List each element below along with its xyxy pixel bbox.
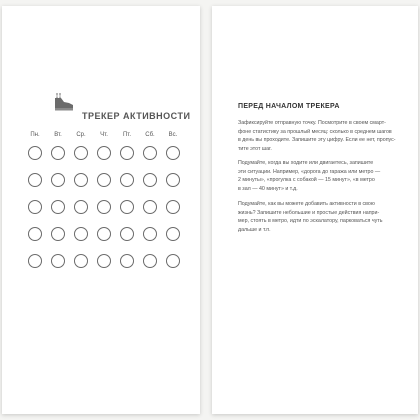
text-line: эти ситуации. Например, «дорога до гаража или метро — (238, 168, 381, 175)
tracker-circle[interactable] (74, 146, 88, 160)
paragraph-3 (238, 200, 406, 234)
tracker-circle[interactable] (28, 254, 42, 268)
tracker-header (42, 88, 192, 128)
text-line: в день вы проходите. Запишите эту цифру. Если ее нет, пропус- (238, 137, 396, 144)
day-label: Сб. (145, 132, 155, 138)
tracker-circle[interactable] (120, 146, 134, 160)
day-label: Пн. (30, 132, 40, 138)
tracker-circle[interactable] (51, 227, 65, 241)
tracker-circle[interactable] (51, 146, 65, 160)
right-page (212, 6, 418, 414)
tracker-circle[interactable] (166, 146, 180, 160)
tracker-circle[interactable] (166, 227, 180, 241)
tracker-circle[interactable] (51, 200, 65, 214)
left-page (2, 6, 200, 414)
text-line: Подумайте, когда вы ходите или двигаетесь, запишите (238, 160, 374, 166)
tracker-circle[interactable] (143, 173, 157, 187)
day-label: Чт. (100, 132, 108, 138)
text-line: дальше и т.п. (238, 226, 271, 233)
tracker-circle[interactable] (74, 227, 88, 241)
tracker-circle[interactable] (97, 173, 111, 187)
tracker-circle[interactable] (143, 254, 157, 268)
tracker-circle[interactable] (74, 254, 88, 268)
paragraph-2 (238, 159, 406, 193)
tracker-circle[interactable] (28, 227, 42, 241)
text-line: в зал — 40 минут» и т.д. (238, 185, 298, 192)
section-heading: ПЕРЕД НАЧАЛОМ ТРЕКЕРА (238, 103, 340, 110)
tracker-circle[interactable] (143, 146, 157, 160)
tracker-circle[interactable] (97, 146, 111, 160)
text-line: фоне статистику за прошлый месяц: сколько в среднем шагов (238, 128, 392, 135)
tracker-circle[interactable] (166, 173, 180, 187)
tracker-circle[interactable] (97, 200, 111, 214)
day-label: Вс. (168, 132, 178, 138)
day-label: Вт. (54, 132, 62, 138)
tracker-circle[interactable] (143, 200, 157, 214)
text-line: 2 минуты», «прогулка с собакой — 15 минут», «в метро (238, 177, 375, 184)
text-line: Подумайте, как вы можете добавить активности в свою (238, 201, 375, 207)
day-label: Ср. (76, 132, 86, 138)
tracker-circle[interactable] (28, 146, 42, 160)
text-line: Зафиксируйте отправную точку. Посмотрите в своем смарт- (238, 120, 386, 126)
tracker-circle[interactable] (51, 173, 65, 187)
tracker-circle[interactable] (28, 200, 42, 214)
tracker-circle[interactable] (120, 200, 134, 214)
tracker-circle[interactable] (166, 200, 180, 214)
text-line: тите этот шаг. (238, 145, 272, 152)
tracker-title: ТРЕКЕР АКТИВНОСТИ (82, 111, 191, 121)
sneaker-icon (50, 90, 76, 116)
paragraph-1 (238, 119, 406, 153)
weekday-labels (24, 132, 194, 144)
tracker-circle[interactable] (74, 173, 88, 187)
tracker-circle[interactable] (28, 173, 42, 187)
tracker-circle[interactable] (120, 254, 134, 268)
tracker-circle[interactable] (97, 227, 111, 241)
text-line: мер, стоять в метро, идти по эскалатору, парковаться чуть (238, 218, 383, 225)
tracker-circle[interactable] (120, 227, 134, 241)
day-label: Пт. (122, 132, 132, 138)
tracker-circle[interactable] (166, 254, 180, 268)
tracker-circle[interactable] (97, 254, 111, 268)
tracker-circle[interactable] (51, 254, 65, 268)
tracker-circle[interactable] (120, 173, 134, 187)
tracker-circle[interactable] (143, 227, 157, 241)
text-line: жизнь? Запишите небольшие и простые действия напри- (238, 209, 380, 216)
tracker-grid (24, 144, 194, 274)
tracker-circle[interactable] (74, 200, 88, 214)
